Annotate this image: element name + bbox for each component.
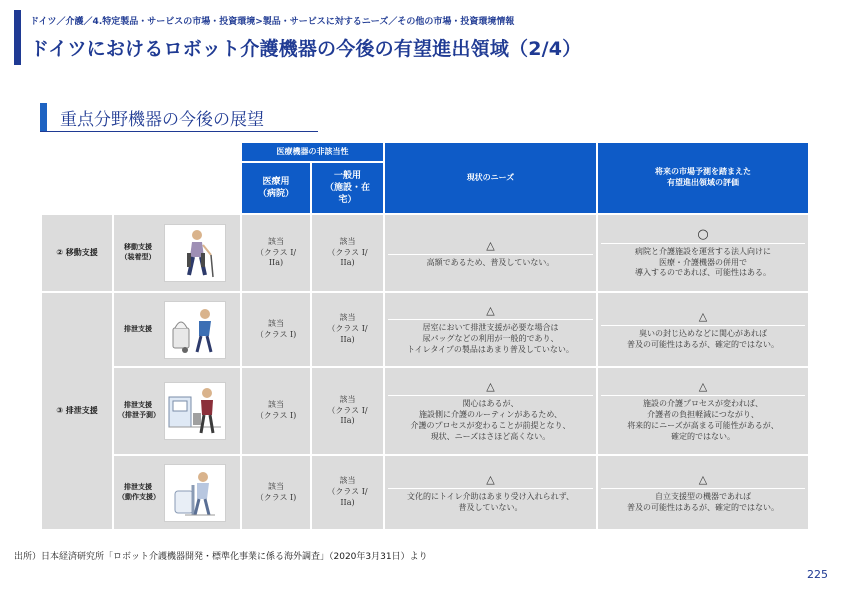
page-number: 225 [807,568,828,581]
device-label: 移動支援 （装着型） [120,243,156,261]
current-needs-text: 居室において排泄支援が必要な場合は 尿パッグなどの利用が一般的であり、 トイレタイプの製品はあまり普及していない。 [407,323,574,354]
triangle-rating-icon: △ [388,238,593,255]
header-hospital-use: 医療用 （病院） [242,163,310,213]
device-cell [114,368,240,454]
triangle-rating-icon: △ [601,379,805,396]
current-needs-cell [385,293,596,366]
current-needs-text: 関心はあるが、 施設側に介護のルーティンがあるため、 介護のプロセスが変わることが前提となり、 現状、ニーズはさほど高くない。 [410,399,571,441]
triangle-rating-icon: △ [601,309,805,326]
triangle-rating-icon: △ [601,472,805,489]
table-row [42,215,808,291]
title-accent-bar [14,10,21,65]
section-heading-marker [40,103,47,131]
future-evaluation-text: 自立支援型の機器であれば 普及の可能性はあるが、確定的ではない。 [627,491,779,512]
general-applicability: 該当 （クラス I/ IIa) [312,456,383,529]
future-evaluation-text: 施設の介護プロセスが変われば、 介護者の負担軽減につながり、 将来的にニーズが高まる可能性があるが、 確定的ではない。 [627,399,779,441]
device-cell [114,215,240,291]
future-evaluation-cell [598,368,808,454]
hospital-applicability: 該当 （クラス I) [242,293,310,366]
outlook-table [40,141,810,531]
table-row [42,456,808,529]
device-cell [114,293,240,366]
header-future-evaluation: 将来の市場予測を踏まえた 有望進出領域の評価 [598,143,808,213]
hospital-applicability: 該当 （クラス I/ IIa) [242,215,310,291]
circle-rating-icon: ○ [601,227,805,244]
triangle-rating-icon: △ [388,379,593,396]
excretion-assist-illustration [164,301,226,359]
current-needs-cell [385,368,596,454]
source-note: 出所）日本経済研究所「ロボット介護機器開発・標準化事業に係る海外調査」（2020年3月31日）より [14,552,428,562]
current-needs-text: 高額であるため、普及していない。 [426,257,555,267]
device-label: 排泄支援 （動作支援） [118,482,160,501]
general-applicability: 該当 （クラス I/ IIa) [312,293,383,366]
hospital-applicability: 該当 （クラス I) [242,456,310,529]
table-row [42,368,808,454]
header-blank [42,143,240,213]
future-evaluation-text: 病院と介護施設を運営する法人向けに 医療・介護機器の併用で 導入するのであれば、可能性はある。 [635,246,771,278]
triangle-rating-icon: △ [388,303,593,320]
device-cell [114,456,240,529]
toileting-motion-illustration [164,464,226,522]
breadcrumb: ドイツ／介護／4.特定製品・サービスの市場・投資環境>製品・サービスに対するニーズ／その他の市場・投資環境情報 [30,17,515,27]
header-medical-applicability: 医療機器の非該当性 [242,143,383,161]
section-heading-text: 重点分野機器の今後の展望 [60,110,264,130]
page-title: ドイツにおけるロボット介護機器の今後の有望進出領域（2/4） [30,38,582,60]
future-evaluation-cell [598,293,808,366]
header-current-needs: 現状のニーズ [385,143,596,213]
hospital-applicability: 該当 （クラス I) [242,368,310,454]
future-evaluation-cell [598,215,808,291]
general-applicability: 該当 （クラス I/ IIa) [312,368,383,454]
table-row [42,293,808,366]
excretion-prediction-illustration [164,382,226,440]
future-evaluation-cell [598,456,808,529]
category-mobility: ② 移動支援 [42,215,112,291]
category-excretion: ③ 排泄支援 [42,293,112,529]
current-needs-cell [385,456,596,529]
device-label: 排泄支援 [124,324,152,333]
general-applicability: 該当 （クラス I/ IIa) [312,215,383,291]
triangle-rating-icon: △ [388,472,593,489]
device-label: 排泄支援 （排泄予測） [118,401,160,419]
header-general-use: 一般用 （施設・在 宅） [312,163,383,213]
future-evaluation-text: 臭いの封じ込めなどに関心があれば 普及の可能性はあるが、確定的ではない。 [627,328,779,349]
current-needs-text: 文化的にトイレ介助はあまり受け入れられず、 普及していない。 [407,491,574,512]
walking-assist-illustration [164,224,226,282]
section-heading [40,103,318,132]
current-needs-cell [385,215,596,291]
